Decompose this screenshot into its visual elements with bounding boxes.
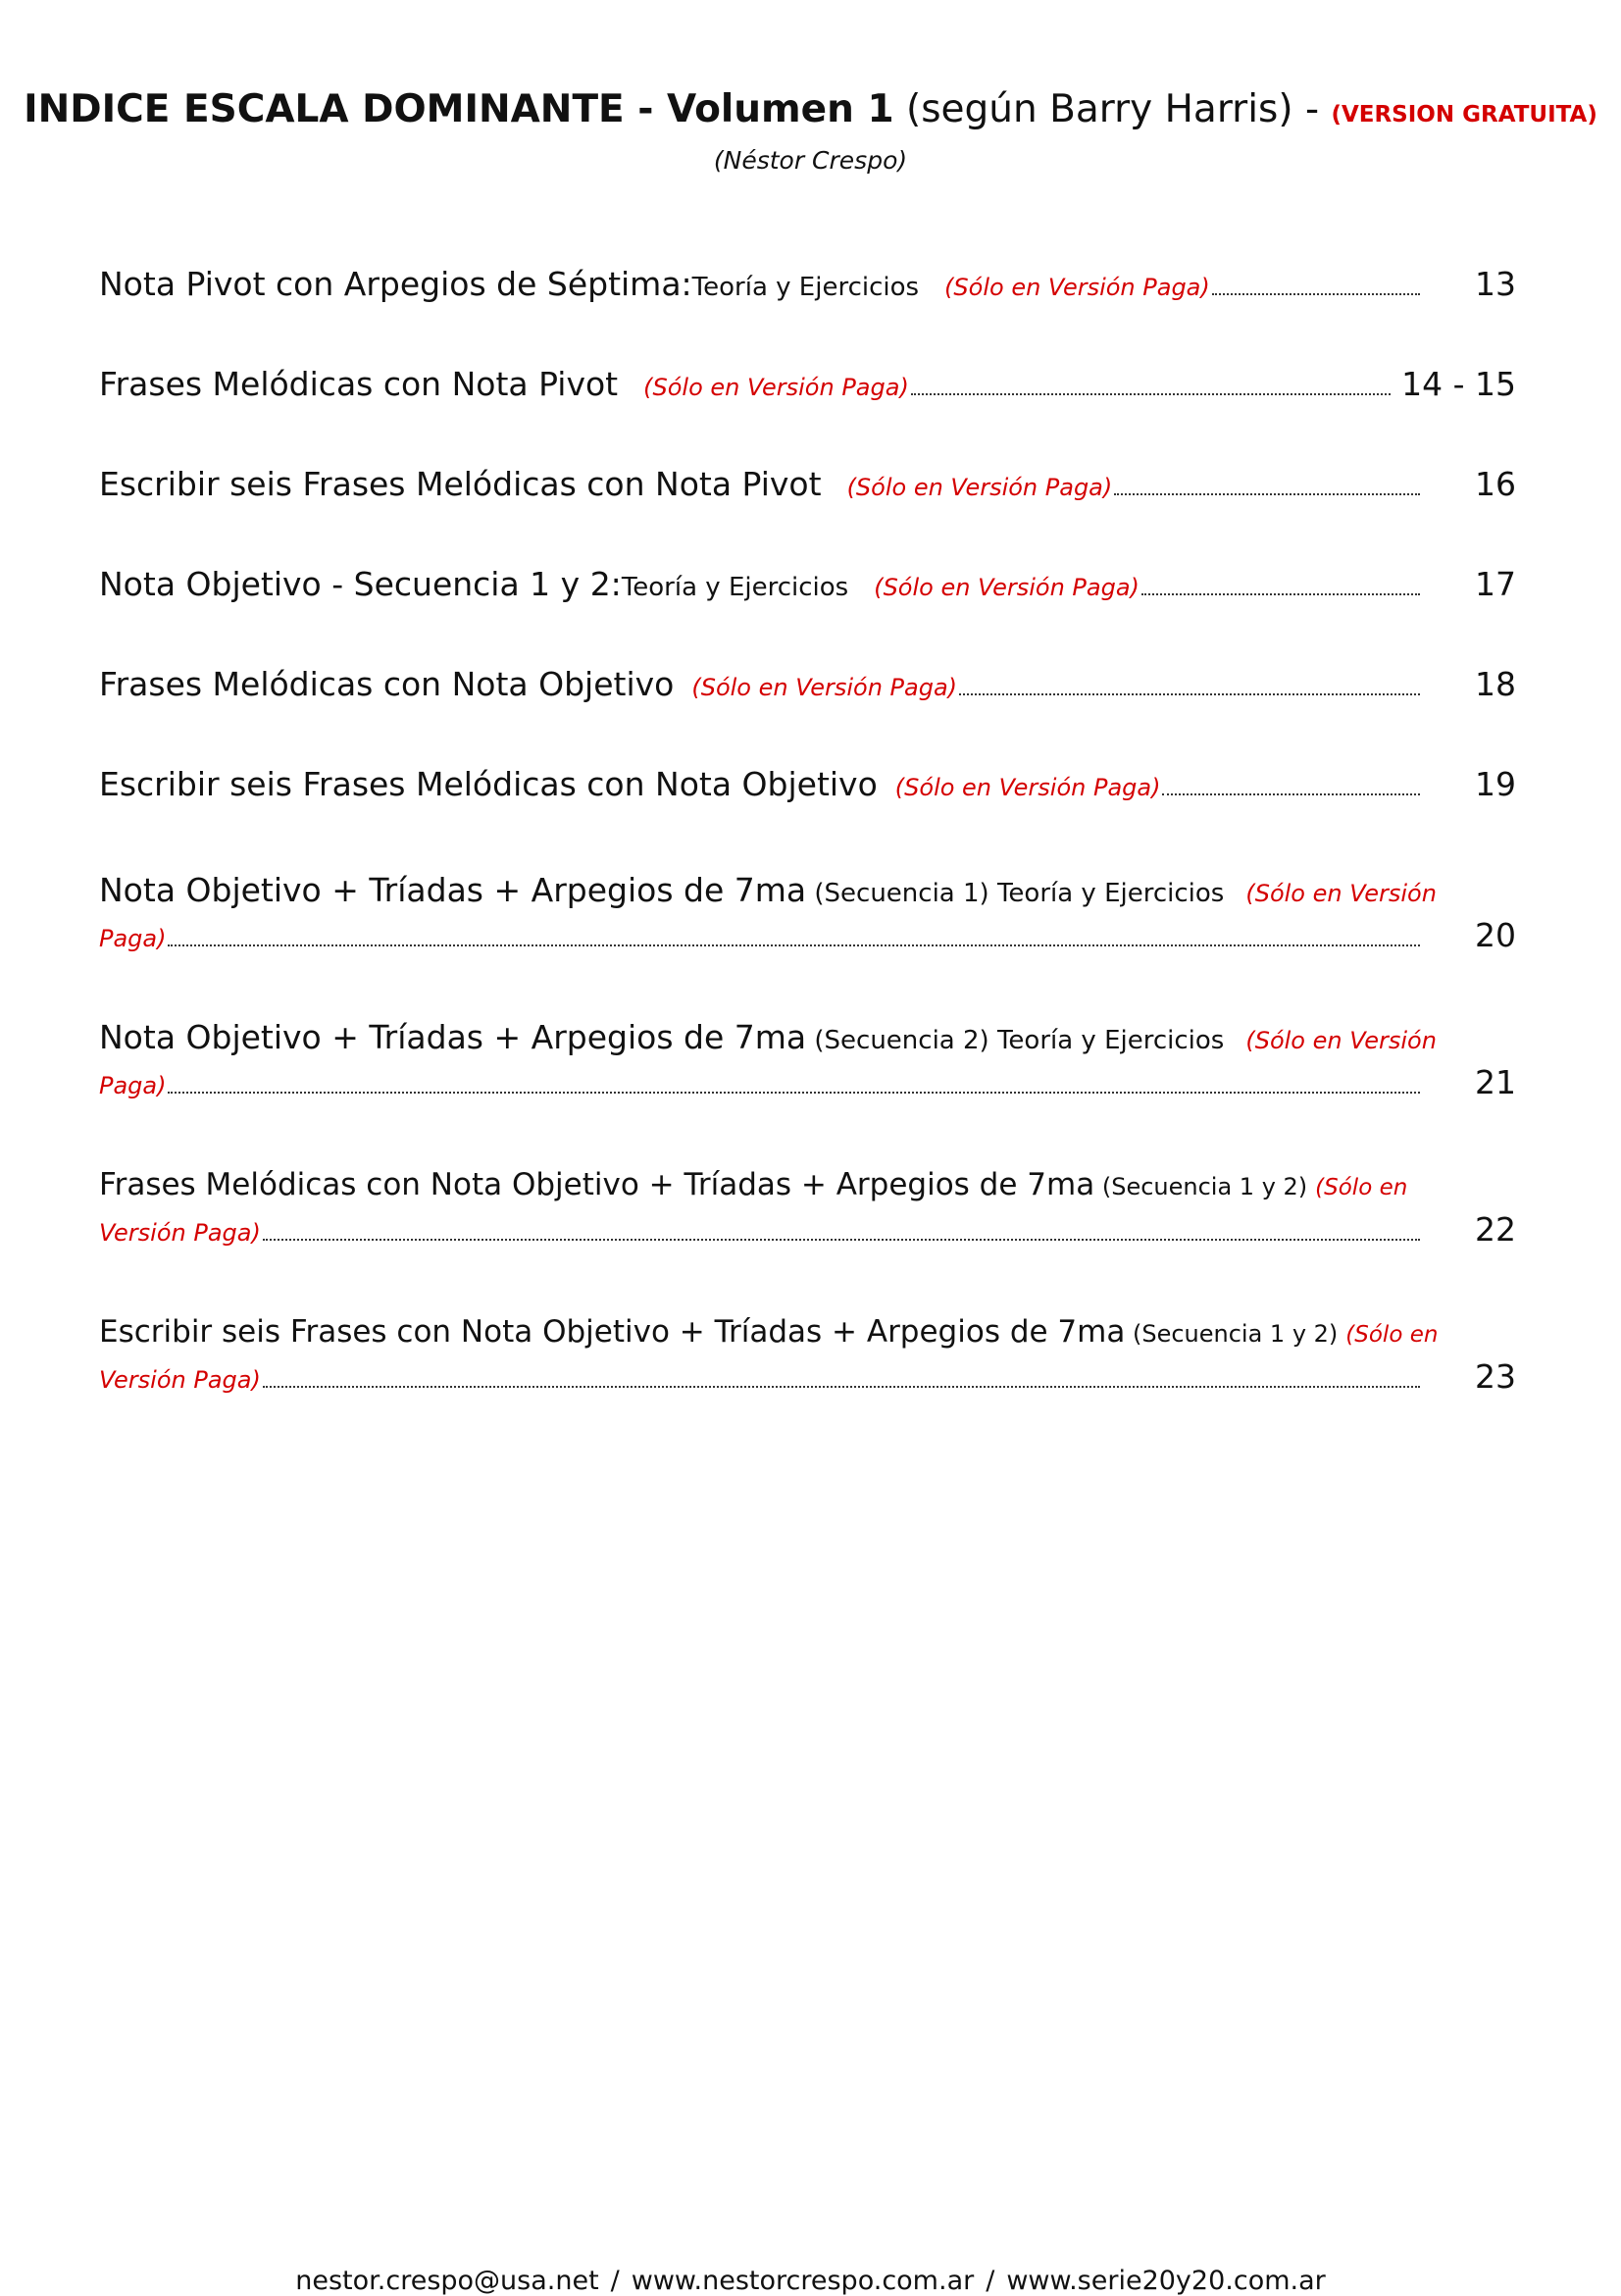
dot-leader	[959, 692, 1420, 695]
toc-entry-title: Escribir seis Frases Melódicas con Nota Pivot	[99, 465, 822, 503]
toc-entry-subtitle: Teoría y Ejercicios	[621, 573, 849, 602]
toc-entry-page: 22	[1475, 1210, 1516, 1249]
dot-leader	[1212, 292, 1420, 295]
toc-entry[interactable]	[99, 865, 1516, 963]
toc-entry-title: Frases Melódicas con Nota Objetivo	[99, 665, 675, 703]
toc-entry-page: 18	[1475, 665, 1516, 703]
toc-entry-note: (Sólo en Versión	[1245, 880, 1437, 907]
toc-entry-title: Escribir seis Frases Melódicas con Nota Objetivo	[99, 765, 878, 803]
toc-entry-title: Escribir seis Frases con Nota Objetivo + Tríadas + Arpegios de 7ma	[99, 1314, 1126, 1350]
toc-entry-title: Nota Objetivo - Secuencia 1 y 2:	[99, 565, 622, 603]
toc-entry-page: 19	[1475, 765, 1516, 803]
toc-entry-note-cont: Paga)	[99, 1072, 167, 1099]
footer-email[interactable]: nestor.crespo@usa.net	[295, 2266, 599, 2296]
toc-entry-page: 13	[1475, 265, 1516, 303]
toc-entry[interactable]	[99, 765, 1516, 816]
toc-entry-title: Nota Objetivo + Tríadas + Arpegios de 7ma	[99, 871, 807, 909]
dot-leader	[168, 1091, 1420, 1094]
toc-entry-note: (Sólo en Versión Paga)	[643, 374, 909, 401]
toc-entry[interactable]	[99, 265, 1516, 316]
toc-entry-page: 21	[1475, 1063, 1516, 1101]
toc-entry[interactable]	[99, 1306, 1516, 1404]
toc-entry-note: (Sólo en	[1345, 1322, 1439, 1348]
toc-entry-note-cont: Versión Paga)	[99, 1366, 261, 1394]
author: (Néstor Crespo)	[713, 146, 908, 175]
toc-entry-subtitle: (Secuencia 1 y 2)	[1125, 1320, 1339, 1348]
toc-entry-page: 23	[1475, 1357, 1516, 1396]
page-footer	[0, 2266, 1621, 2296]
dot-leader	[911, 392, 1391, 395]
toc-entry-note: (Sólo en	[1315, 1175, 1408, 1200]
title-main: INDICE ESCALA DOMINANTE -	[24, 87, 668, 131]
toc-entry-subtitle: (Secuencia 1) Teoría y Ejercicios	[806, 879, 1225, 908]
toc-entry-note: (Sólo en Versión Paga)	[894, 774, 1161, 801]
toc-entry-subtitle: (Secuencia 2) Teoría y Ejercicios	[806, 1026, 1225, 1055]
toc-entry[interactable]	[99, 1012, 1516, 1110]
footer-separator: /	[986, 2266, 995, 2296]
toc-entry-page: 14 - 15	[1401, 365, 1516, 403]
free-version-label: (VERSION GRATUITA)	[1331, 102, 1597, 128]
toc-entry-note-cont: Versión Paga)	[99, 1219, 261, 1247]
dot-leader	[168, 944, 1420, 946]
toc-entry[interactable]	[99, 565, 1516, 616]
dot-leader	[1141, 592, 1420, 595]
toc-entry-title: Frases Melódicas con Nota Pivot	[99, 365, 619, 403]
toc-entry-title: Nota Pivot con Arpegios de Séptima:	[99, 265, 692, 303]
title-subtitle: (según Barry Harris) -	[893, 87, 1332, 131]
toc-entry[interactable]	[99, 465, 1516, 516]
toc-entry-note: (Sólo en Versión Paga)	[944, 274, 1210, 301]
toc-entry-page: 17	[1475, 565, 1516, 603]
dot-leader	[263, 1385, 1420, 1388]
toc-entry-note-cont: Paga)	[99, 925, 167, 952]
toc-entry-page: 20	[1475, 916, 1516, 954]
dot-leader	[263, 1238, 1420, 1241]
footer-website-1[interactable]: www.nestorcrespo.com.ar	[631, 2266, 975, 2296]
toc-entry-note: (Sólo en Versión Paga)	[691, 674, 958, 701]
footer-website-2[interactable]: www.serie20y20.com.ar	[1006, 2266, 1326, 2296]
toc-entry-note: (Sólo en Versión	[1245, 1027, 1437, 1054]
title-volume: Volumen 1	[667, 87, 894, 131]
toc-entry-note: (Sólo en Versión Paga)	[874, 574, 1140, 601]
toc-entry[interactable]	[99, 1159, 1516, 1257]
page-header	[0, 84, 1621, 178]
page-title	[0, 84, 1621, 140]
toc-entry-subtitle: Teoría y Ejercicios	[691, 273, 920, 302]
toc-entry-title: Frases Melódicas con Nota Objetivo + Tríadas + Arpegios de 7ma	[99, 1167, 1095, 1202]
toc-entry-note: (Sólo en Versión Paga)	[846, 474, 1113, 501]
toc-entry[interactable]	[99, 665, 1516, 716]
dot-leader	[1114, 492, 1420, 495]
dot-leader	[1162, 792, 1420, 795]
toc-entry-subtitle: (Secuencia 1 y 2)	[1094, 1173, 1308, 1200]
footer-separator: /	[610, 2266, 620, 2296]
toc-entry[interactable]	[99, 365, 1516, 416]
toc-entry-title: Nota Objetivo + Tríadas + Arpegios de 7ma	[99, 1018, 807, 1056]
toc-entry-page: 16	[1475, 465, 1516, 503]
